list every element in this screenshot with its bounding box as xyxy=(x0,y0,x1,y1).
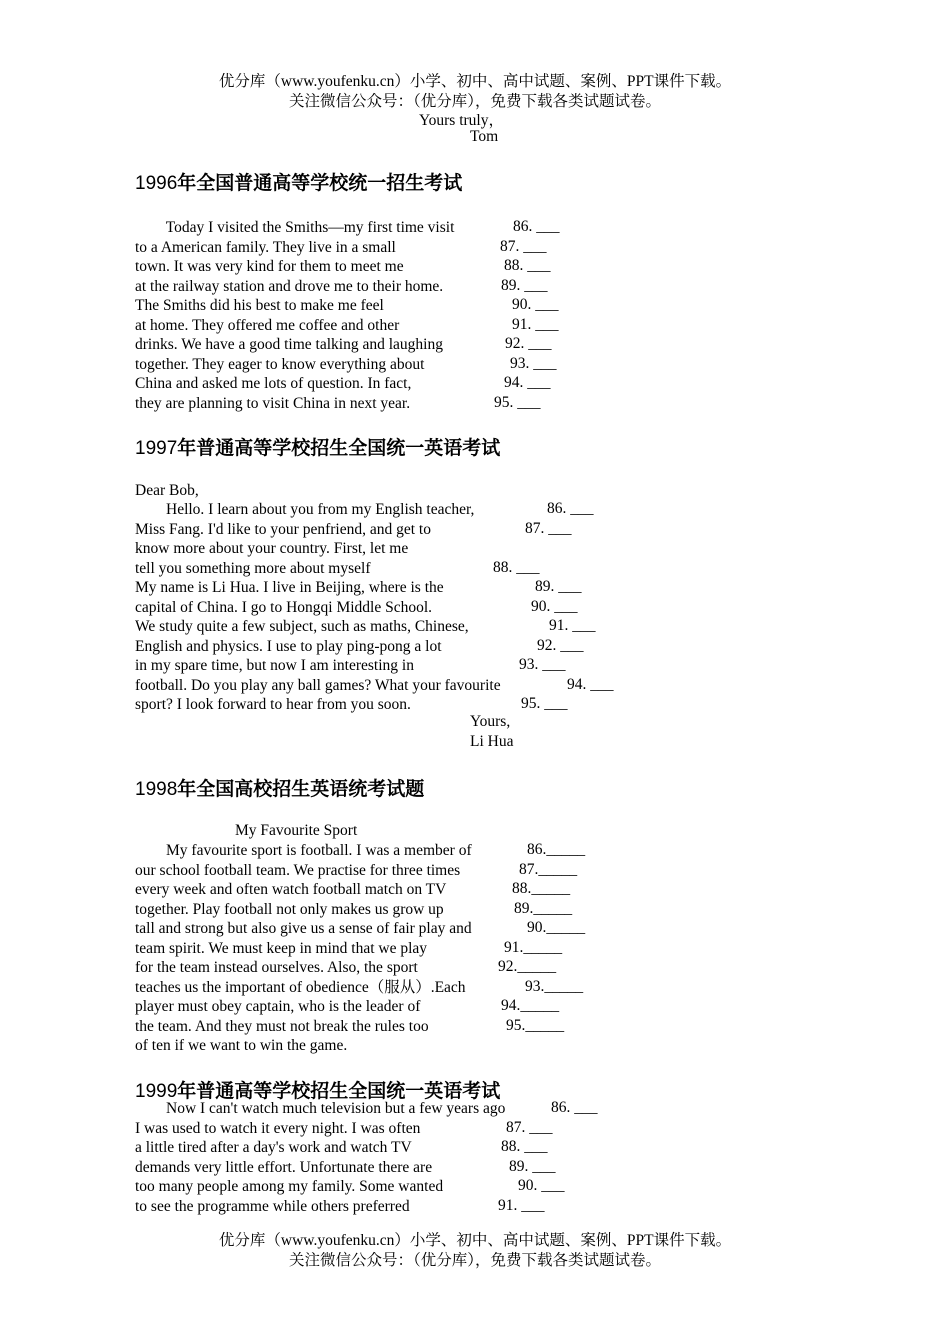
text-line: Today I visited the Smiths—my first time visit xyxy=(135,219,455,236)
answer-blank: 90. ___ xyxy=(512,296,559,313)
answer-blank: 94._____ xyxy=(501,997,560,1014)
text-line: teaches us the important of obedience（服从）.Each xyxy=(135,978,466,996)
text-line: player must obey captain, who is the leader of xyxy=(135,998,421,1015)
text-line: demands very little effort. Unfortunate there are xyxy=(135,1158,433,1176)
answer-blank: 86. ___ xyxy=(513,218,560,235)
text-line: for the team instead ourselves. Also, the sport xyxy=(135,959,418,976)
heading-year: 1998 xyxy=(135,779,178,800)
answer-blank: 95._____ xyxy=(506,1016,565,1034)
text-line: China and asked me lots of question. In fact, xyxy=(135,375,412,392)
essay-title: My Favourite Sport xyxy=(235,822,358,839)
answer-blank: 87. ___ xyxy=(500,237,547,255)
answer-blank: 86._____ xyxy=(527,841,586,858)
answer-blank: 91. ___ xyxy=(512,315,559,333)
footer-line-2: 关注微信公众号：（优分库），免费下载各类试题试卷。 xyxy=(288,1252,661,1269)
text-line: of ten if we want to win the game. xyxy=(135,1037,348,1054)
answer-blank: 95. ___ xyxy=(494,393,541,411)
answer-blank: 86. ___ xyxy=(551,1099,598,1116)
heading-title: 年普通高等学校招生全国统一英语考试 xyxy=(177,438,501,459)
answer-blank: 87._____ xyxy=(519,860,578,878)
text-line: our school football team. We practise for three times xyxy=(135,861,461,879)
answer-blank: 88. ___ xyxy=(504,257,551,274)
text-line: together. Play football not only makes us grow up xyxy=(135,900,444,918)
text-line: drinks. We have a good time talking and laughing xyxy=(135,336,443,353)
answer-blank: 86. ___ xyxy=(547,500,594,517)
text-line: tell you something more about myself xyxy=(135,559,371,577)
text-line: too many people among my family. Some wanted xyxy=(135,1178,444,1195)
text-line: Miss Fang. I'd like to your penfriend, and get to xyxy=(135,520,431,538)
answer-blank: 92. ___ xyxy=(537,636,584,654)
answer-blank: 89. ___ xyxy=(501,276,548,294)
answer-blank: 88. ___ xyxy=(501,1138,548,1155)
answer-blank: 91. ___ xyxy=(498,1196,545,1214)
text-line: together. They eager to know everything about xyxy=(135,355,425,373)
text-line: My name is Li Hua. I live in Beijing, where is the xyxy=(135,579,444,596)
text-line: English and physics. I use to play ping-pong a lot xyxy=(135,637,442,655)
text-line: the team. And they must not break the rules too xyxy=(135,1017,429,1035)
text-line: in my spare time, but now I am interesting in xyxy=(135,657,414,674)
heading-1997 xyxy=(135,433,500,460)
answer-blank: 93._____ xyxy=(525,977,584,995)
heading-year: 1999 xyxy=(135,1081,178,1102)
header-line-1: 优分库（www.youfenku.cn）小学、初中、高中试题、案例、PPT课件下载。 xyxy=(218,73,732,90)
text-line: Hello. I learn about you from my English teacher, xyxy=(135,501,475,518)
heading-1998 xyxy=(135,774,424,801)
answer-blank: 90._____ xyxy=(527,919,586,936)
text-line: football. Do you play any ball games? What your favourite xyxy=(135,676,501,694)
text-line: every week and often watch football match on TV xyxy=(135,881,447,898)
heading-1996 xyxy=(135,168,462,195)
text-line: We study quite a few subject, such as maths, Chinese, xyxy=(135,618,469,635)
answer-blank: 92._____ xyxy=(498,958,557,975)
answer-blank: 88._____ xyxy=(512,880,571,897)
text-line: know more about your country. First, let me xyxy=(135,540,409,557)
answer-blank: 93. ___ xyxy=(519,656,566,673)
text-line: at the railway station and drove me to their home. xyxy=(135,277,444,295)
text-line: to a American family. They live in a small xyxy=(135,238,396,256)
text-line: The Smiths did his best to make me feel xyxy=(135,297,384,314)
text-line: My favourite sport is football. I was a member of xyxy=(135,842,472,859)
answer-blank: 90. ___ xyxy=(531,597,578,615)
answer-blank: 93. ___ xyxy=(510,354,557,372)
top-closing: Yours truly， xyxy=(419,112,504,129)
answer-blank: 90. ___ xyxy=(518,1177,565,1194)
text-line: a little tired after a day's work and watch TV xyxy=(135,1139,412,1156)
text-line: town. It was very kind for them to meet me xyxy=(135,258,404,275)
answer-blank: 91. ___ xyxy=(549,617,596,634)
text-line: to see the programme while others preferred xyxy=(135,1197,410,1215)
answer-blank: 87. ___ xyxy=(506,1118,553,1136)
answer-blank: 94. ___ xyxy=(567,675,614,693)
top-signature: Tom xyxy=(470,128,499,145)
letter-closing: Yours, xyxy=(470,713,511,730)
answer-blank: 89._____ xyxy=(514,899,573,917)
heading-year: 1996 xyxy=(135,173,178,194)
heading-title: 年全国普通高等学校统一招生考试 xyxy=(177,173,463,194)
text-line: team spirit. We must keep in mind that we play xyxy=(135,939,428,957)
answer-blank: 92. ___ xyxy=(505,335,552,352)
text-line: I was used to watch it every night. I was often xyxy=(135,1119,421,1137)
answer-blank: 91._____ xyxy=(504,938,563,956)
answer-blank: 89. ___ xyxy=(509,1157,556,1175)
footer-line-1: 优分库（www.youfenku.cn）小学、初中、高中试题、案例、PPT课件下载。 xyxy=(218,1232,732,1249)
answer-blank: 94. ___ xyxy=(504,374,551,391)
answer-blank: 87. ___ xyxy=(525,519,572,537)
text-line: capital of China. I go to Hongqi Middle School. xyxy=(135,598,433,616)
heading-title: 年普通高等学校招生全国统一英语考试 xyxy=(177,1081,501,1102)
heading-year: 1997 xyxy=(135,438,178,459)
text-line: tall and strong but also give us a sense of fair play and xyxy=(135,920,472,937)
heading-title: 年全国高校招生英语统考试题 xyxy=(177,779,425,800)
text-line: at home. They offered me coffee and other xyxy=(135,316,400,334)
answer-blank: 89. ___ xyxy=(535,578,582,595)
text-line: they are planning to visit China in next year. xyxy=(135,394,411,412)
header-line-2: 关注微信公众号：（优分库），免费下载各类试题试卷。 xyxy=(288,93,661,110)
text-line: sport? I look forward to hear from you soon. xyxy=(135,696,411,713)
answer-blank: 95. ___ xyxy=(521,695,568,712)
letter-signature: Li Hua xyxy=(470,733,514,750)
text-line: Now I can't watch much television but a few years ago xyxy=(135,1100,506,1117)
answer-blank: 88. ___ xyxy=(493,558,540,576)
letter-greeting: Dear Bob, xyxy=(135,482,199,499)
